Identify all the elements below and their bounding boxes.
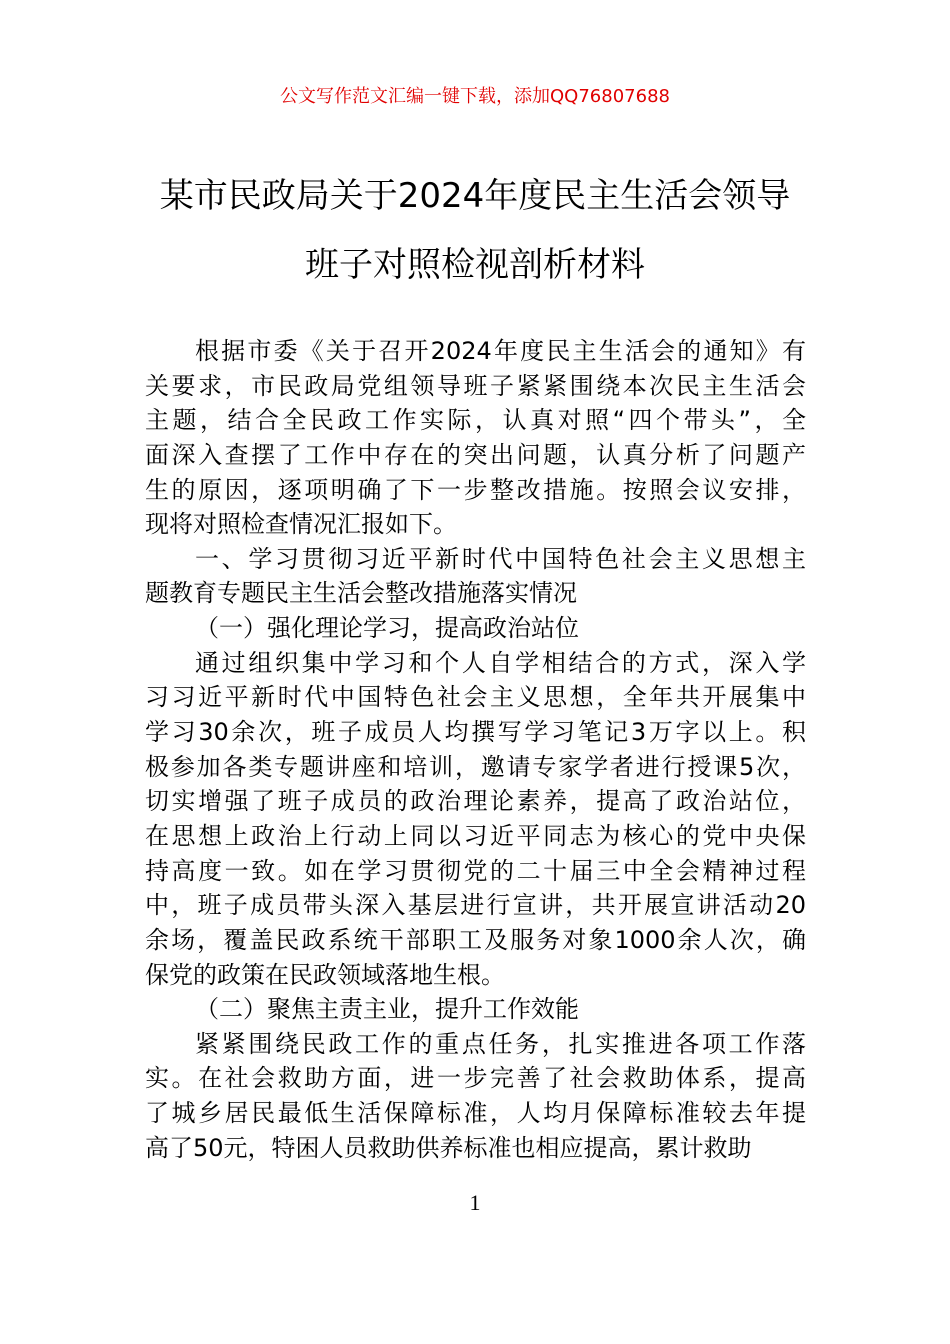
text-line: 实。在社会救助方面，进一步完善了社会救助体系，提高 (145, 1064, 806, 1093)
page-number: 1 (469, 1190, 481, 1215)
document-title-line-2: 班子对照检视剖析材料 (305, 245, 645, 285)
text-line: 中，班子成员带头深入基层进行宣讲，共开展宣讲活动20 (145, 891, 806, 920)
text-line: 根据市委《关于召开2024年度民主生活会的通知》有 (195, 337, 806, 365)
document-title-line-1: 某市民政局关于2024年度民主生活会领导 (159, 176, 791, 216)
text-line: 了城乡居民最低生活保障标准，人均月保障标准较去年提 (145, 1099, 806, 1128)
text-line: 题教育专题民主生活会整改措施落实情况 (145, 579, 577, 608)
text-line: （一）强化理论学习，提高政治站位 (195, 614, 579, 643)
text-line: 切实增强了班子成员的政治理论素养，提高了政治站位， (145, 787, 806, 816)
header-note: 公文写作范文汇编一键下载，添加QQ76807688 (280, 86, 670, 107)
text-line: 紧紧围绕民政工作的重点任务，扎实推进各项工作落 (195, 1029, 806, 1058)
text-line: 余场，覆盖民政系统干部职工及服务对象1000余人次，确 (145, 925, 806, 954)
paragraph (145, 1027, 806, 1166)
text-line: 持高度一致。如在学习贯彻党的二十届三中全会精神过程 (145, 856, 806, 885)
text-line: 关要求，市民政局党组领导班子紧紧围绕本次民主生活会 (145, 371, 806, 400)
text-line: 在思想上政治上行动上同以习近平同志为核心的党中央保 (145, 821, 806, 850)
text-line: 生的原因，逐项明确了下一步整改措施。按照会议安排， (145, 475, 806, 504)
text-line: 一、学习贯彻习近平新时代中国特色社会主义思想主 (195, 544, 806, 573)
text-line: 现将对照检查情况汇报如下。 (145, 510, 457, 539)
text-line: 高了50元，特困人员救助供养标准也相应提高，累计救助 (145, 1133, 752, 1162)
text-line: 保党的政策在民政领域落地生根。 (145, 960, 505, 989)
paragraph (145, 611, 806, 646)
text-line: 极参加各类专题讲座和培训，邀请专家学者进行授课5次， (145, 752, 806, 781)
text-line: 习习近平新时代中国特色社会主义思想，全年共开展集中 (145, 683, 806, 712)
paragraph (145, 542, 806, 611)
text-line: 面深入查摆了工作中存在的突出问题，认真分析了问题产 (145, 440, 806, 469)
text-line: （二）聚焦主责主业，提升工作效能 (195, 995, 579, 1024)
paragraph (145, 646, 806, 992)
document-body (145, 334, 806, 1165)
text-line: 学习30余次，班子成员人均撰写学习笔记3万字以上。积 (145, 718, 806, 747)
text-line: 通过组织集中学习和个人自学相结合的方式，深入学 (195, 648, 806, 677)
text-line: 主题，结合全民政工作实际，认真对照“四个带头”，全 (145, 406, 806, 435)
paragraph (145, 334, 806, 542)
paragraph (145, 992, 806, 1027)
